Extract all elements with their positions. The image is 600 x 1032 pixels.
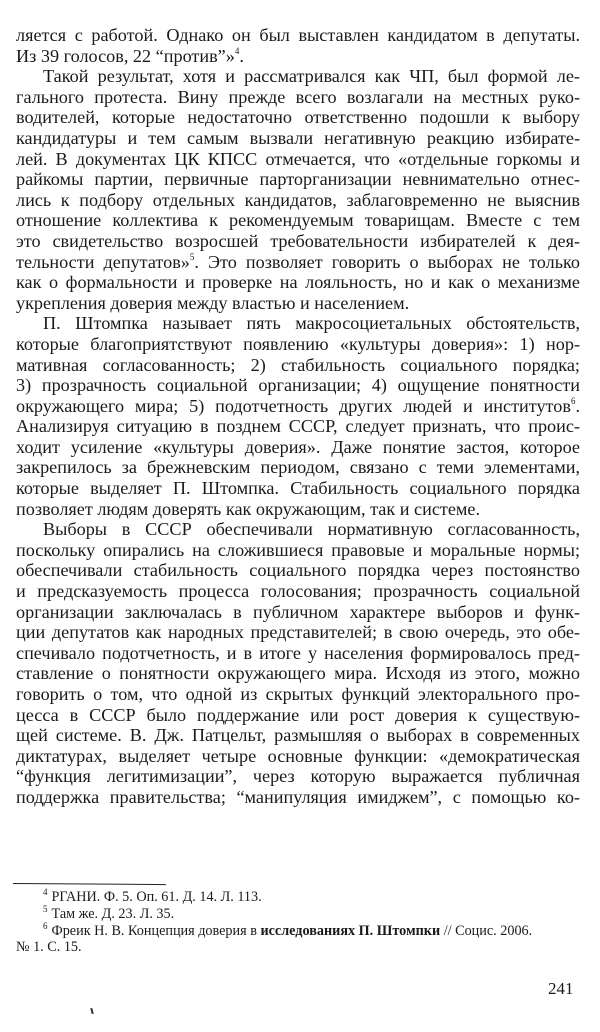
footnote-separator: [13, 883, 166, 885]
text-line: [16, 643, 580, 664]
text-line-tail: .: [239, 45, 244, 66]
footnote-6: [16, 920, 580, 940]
text-line-content: говорить о том, что одной из скрытых функций электорального про-: [16, 684, 580, 704]
scan-speck: [90, 1008, 93, 1014]
text-line: [16, 437, 580, 458]
text-line-tail: . Это позволяет говорить о выборах не только: [194, 251, 580, 272]
text-line-content: диктатурах, выделяет четыре основные функции: «демократическая: [16, 745, 580, 766]
text-line: [16, 684, 580, 705]
text-line-content: лей. В документах ЦК КПСС отмечается, что «отдельные горкомы и: [16, 148, 580, 169]
text-line: [16, 746, 580, 767]
text-line: [16, 169, 580, 190]
text-line-content: Анализируя ситуацию в позднем СССР, следует признать, что проис-: [16, 416, 580, 437]
footnote-text: // Социс. 2006.: [440, 922, 533, 939]
text-line-content: 3) прозрачность социальной организации; 4) ощущение понятности: [16, 375, 580, 396]
footnote-4: [16, 889, 580, 906]
text-line-content: позволяет людям доверять как окружающим, так и системе.: [16, 498, 481, 519]
text-line: [16, 107, 580, 128]
text-line-content: отношение коллектива к рекомендуемым товарищам. Вместе с тем: [16, 210, 580, 231]
text-line: [16, 787, 580, 808]
text-line-content: закрепилось за брежневским периодом, связано с теми элементами,: [16, 457, 580, 478]
text-line: [16, 128, 580, 149]
text-line: [16, 457, 580, 478]
footnote-text-bold: исследованиях П. Штомпки: [260, 922, 441, 939]
text-line: [16, 499, 580, 520]
text-line-content: кандидатуры и тем самым вызвали негативную реакцию избирате-: [16, 127, 580, 148]
text-line-content: это свидетельство возросшей требовательности избирателей к дея-: [16, 230, 580, 251]
text-line: [16, 416, 580, 437]
text-line-content: поддержка правительства; “манипуляция имиджем”, с помощью ко-: [16, 786, 580, 807]
text-line: [16, 190, 580, 211]
text-line-content: мативная согласованность; 2) стабильность социального порядка;: [16, 354, 580, 375]
text-line: [16, 560, 580, 581]
text-line: [16, 705, 580, 726]
text-line: [16, 766, 580, 787]
main-text: [16, 25, 580, 808]
footnote-reference[interactable]: 4: [234, 45, 240, 56]
footnote-text: Фреик Н. В. Концепция доверия в: [51, 922, 261, 939]
text-line: [16, 478, 580, 499]
text-line-content: лись к подбору отдельных кандидатов, заблаговременно не выяснив: [16, 189, 580, 210]
text-line: [16, 355, 580, 376]
text-line-content: щей системе. В. Дж. Патцельт, размышляя о выборах в современных: [16, 725, 580, 746]
footnote-reference[interactable]: 5: [189, 251, 195, 262]
text-line: [16, 334, 580, 355]
footnote-number: 5: [43, 903, 48, 914]
text-line-content: которые выделяет П. Штомпка. Стабильность социального порядка: [16, 478, 580, 499]
text-line-content: поскольку опирались на сложившиеся правовые и моральные нормы;: [16, 539, 580, 560]
text-line: [16, 581, 580, 602]
text-line-tail: .: [575, 395, 580, 416]
text-line: [16, 313, 580, 334]
text-line: [16, 210, 580, 231]
text-line: [16, 396, 580, 417]
text-line-content: укрепления доверия между властью и населением.: [16, 292, 410, 313]
text-line-content: водителей, которые недостаточно ответственно подошли к выбору: [16, 107, 580, 128]
text-line: [16, 293, 580, 314]
text-line-content: гального протеста. Вину прежде всего возлагали на местных руко-: [16, 86, 580, 107]
text-line-content: окружающего мира; 5) подотчетность других людей и институтов: [16, 395, 571, 416]
text-line-content: обеспечивали стабильность социального порядка через постоянство: [16, 560, 580, 581]
text-line-content: ции депутатов как народных представителей; в свою очередь, это обе-: [16, 622, 580, 643]
text-line: [16, 46, 580, 67]
text-line-content: организации заключалась в публичном характере выборов и функ-: [16, 601, 580, 622]
text-line: [16, 231, 580, 252]
text-line-content: и предсказуемость процесса голосования; прозрачность социальной: [16, 581, 580, 602]
text-line: [16, 375, 580, 396]
footnote-number: 4: [43, 887, 48, 897]
footnote-6-continuation: № 1. С. 15.: [16, 939, 82, 956]
text-line: [16, 87, 580, 108]
footnotes: [16, 889, 580, 956]
text-line: [16, 519, 580, 540]
text-line: [16, 725, 580, 746]
text-line-content: ставление о понятности окружающего мира. Исходя из этого, можно: [16, 663, 580, 684]
text-line-content: спечивало подотчетность, и в итоге у населения формировалось пред-: [16, 642, 580, 663]
text-line: [16, 272, 580, 293]
text-line: [16, 622, 580, 643]
text-line-content: “функция легитимизации”, через которую выражается публичная: [16, 766, 580, 787]
text-line-content: П. Штомпка называет пять макросоциетальных обстоятельств,: [43, 313, 580, 334]
text-line-content: которые благоприятствуют появлению «культуры доверия»: 1) нор-: [16, 333, 580, 354]
text-line-content: ляется с работой. Однако он был выставлен кандидатом в депутаты.: [16, 25, 580, 45]
footnote-5: [16, 903, 580, 923]
text-line-content: цесса в СССР было поддержание или рост доверия к существую-: [16, 704, 580, 725]
text-line-content: ходит усиление «культуры доверия». Даже понятие застоя, которое: [16, 436, 580, 457]
text-line: [16, 252, 580, 273]
text-line-content: Выборы в СССР обеспечивали нормативную согласованность,: [43, 519, 580, 540]
text-line-content: тельности депутатов»: [16, 251, 190, 272]
text-line: [16, 540, 580, 561]
text-line: [16, 66, 580, 87]
text-line-content: Из 39 голосов, 22 “против”»: [16, 45, 235, 66]
page-number: 241: [548, 979, 574, 998]
text-line-content: Такой результат, хотя и рассматривался как ЧП, был формой ле-: [43, 66, 580, 87]
text-line-content: райкомы партии, первичные парторганизации невнимательно отнес-: [16, 169, 580, 190]
footnote-number: 6: [43, 920, 48, 931]
text-line: [16, 25, 580, 46]
text-line: [16, 149, 580, 170]
footnote-text: Там же. Д. 23. Л. 35.: [51, 905, 175, 922]
text-line: [16, 663, 580, 684]
footnote-text: РГАНИ. Ф. 5. Оп. 61. Д. 14. Л. 113.: [51, 889, 262, 905]
text-line: [16, 602, 580, 623]
footnote-reference[interactable]: 6: [570, 395, 576, 406]
text-line-content: как о формальности и проверке на лояльность, но и как о механизме: [16, 272, 580, 293]
